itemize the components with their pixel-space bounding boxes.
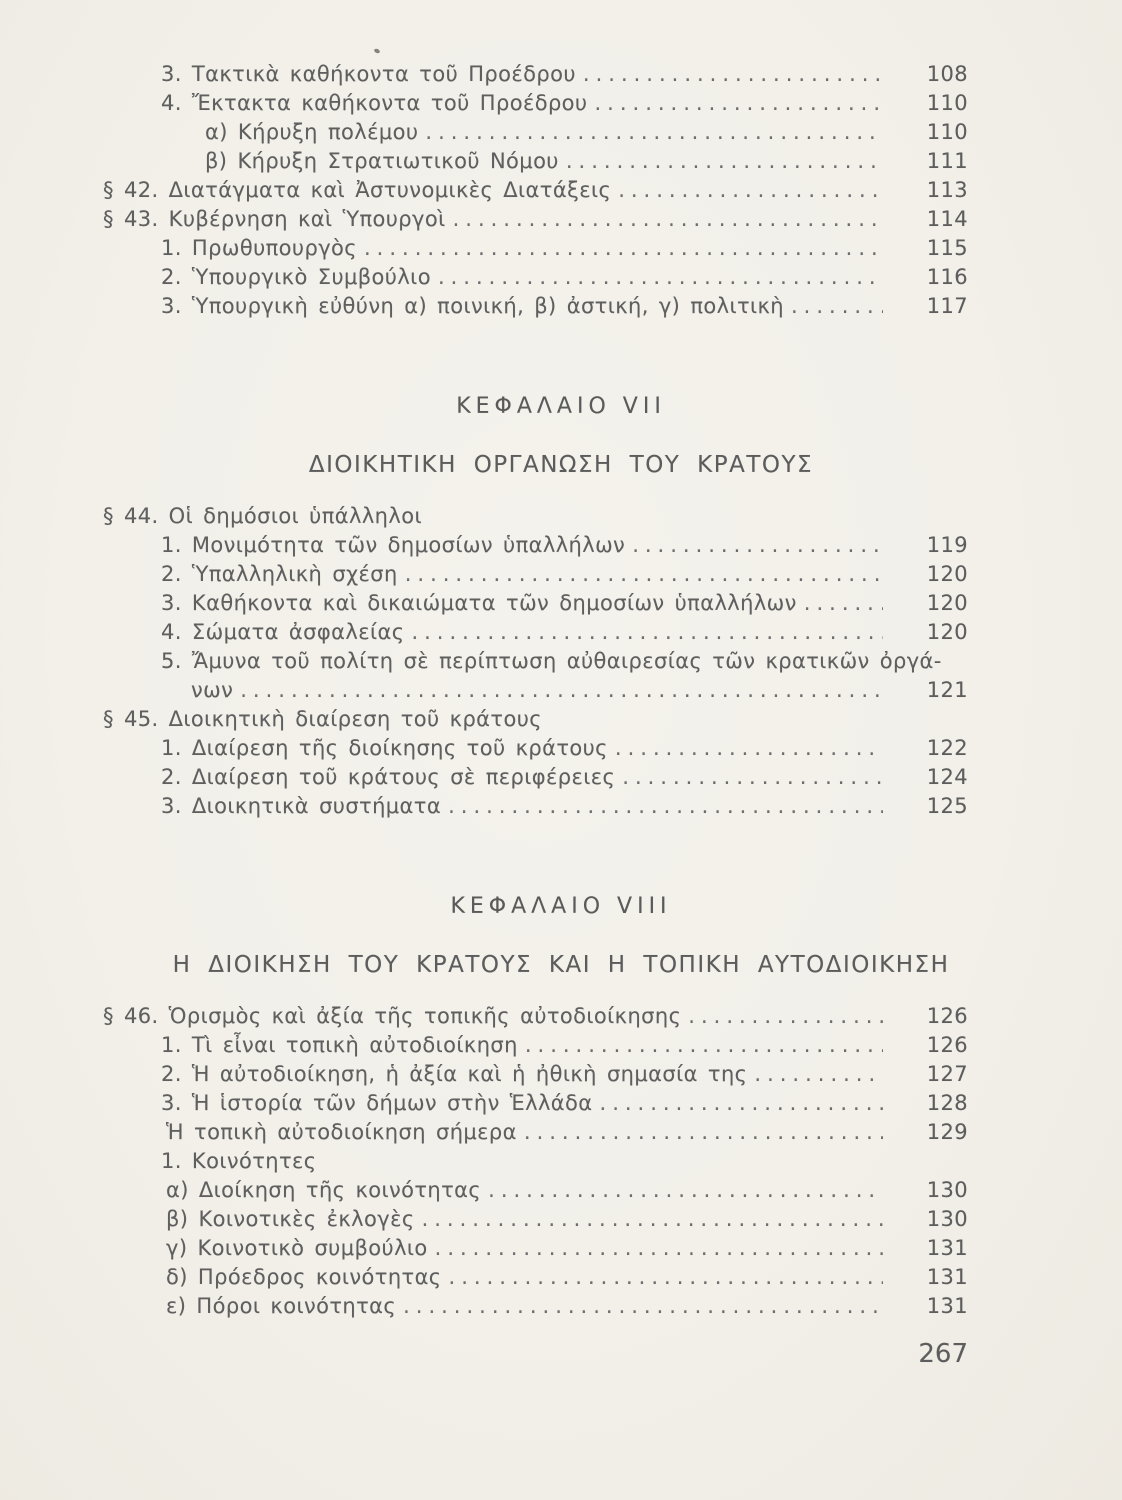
toc-entry (0, 147, 1122, 176)
toc-entry (0, 1234, 1122, 1263)
toc-entry (0, 1205, 1122, 1234)
entry-page-number: 110 (926, 120, 968, 144)
toc-entry (0, 1292, 1122, 1321)
toc-entry (0, 705, 1122, 734)
entry-page-number: 115 (926, 236, 968, 260)
toc-entry (0, 647, 1122, 676)
entry-label: § 45. Διοικητικὴ διαίρεση τοῦ κράτους (103, 707, 542, 731)
dot-leader (595, 89, 884, 118)
toc-entry (0, 589, 1122, 618)
toc-entry (0, 763, 1122, 792)
dot-leader (525, 1031, 883, 1060)
entry-page-number: 111 (926, 149, 968, 173)
dot-leader (632, 531, 883, 560)
entry-page-number: 122 (926, 736, 968, 760)
entry-page-number: 126 (926, 1033, 968, 1057)
entry-page-number: 131 (926, 1236, 968, 1260)
toc-entry (0, 118, 1122, 147)
toc-entry (0, 560, 1122, 589)
entry-page-number: 117 (926, 294, 968, 318)
entry-page-number: 110 (926, 91, 968, 115)
toc-entry (0, 205, 1122, 234)
chapter-heading: ΚΕΦΑΛΑΙΟ VIII (450, 894, 672, 919)
entry-label: 1. Τὶ εἶναι τοπικὴ αὐτοδιοίκηση (161, 1033, 518, 1057)
entry-page-number: 116 (926, 265, 968, 289)
entry-page-number: 130 (926, 1178, 968, 1202)
toc-entry (0, 531, 1122, 560)
dot-leader (618, 176, 883, 205)
dot-leader (453, 205, 883, 234)
dot-leader (524, 1118, 883, 1147)
entry-label: 2. Ὑπουργικὸ Συμβούλιο (161, 265, 431, 289)
dot-leader (488, 1176, 883, 1205)
entry-page-number: 124 (926, 765, 968, 789)
toc-entry (0, 234, 1122, 263)
entry-label: β) Κοινοτικὲς ἐκλογὲς (166, 1207, 415, 1231)
chapter-title: ΔΙΟΙΚΗΤΙΚΗ ΟΡΓΑΝΩΣΗ ΤΟΥ ΚΡΑΤΟΥΣ (308, 452, 814, 478)
toc-entry (0, 618, 1122, 647)
dot-leader (405, 560, 883, 589)
entry-label: § 42. Διατάγματα καὶ Ἀστυνομικὲς Διατάξεις (103, 178, 612, 202)
entry-label: § 46. Ὁρισμὸς καὶ ἀξία τῆς τοπικῆς αὐτοδιοίκησης (103, 1004, 682, 1028)
dot-leader (622, 763, 883, 792)
toc-entry (0, 1147, 1122, 1176)
chapter-title: Η ΔΙΟΙΚΗΣΗ ΤΟΥ ΚΡΑΤΟΥΣ ΚΑΙ Η ΤΟΠΙΚΗ ΑΥΤΟΔΙΟΙΚΗΣΗ (172, 952, 950, 978)
dot-leader (425, 118, 883, 147)
entry-label: 4. Σώματα ἀσφαλείας (161, 620, 405, 644)
dot-leader (804, 589, 883, 618)
dot-leader (411, 618, 883, 647)
entry-label: Ἡ τοπικὴ αὐτοδιοίκηση σήμερα (166, 1120, 517, 1144)
toc-entry (0, 1060, 1122, 1089)
dot-leader (448, 792, 883, 821)
dot-leader (403, 1292, 883, 1321)
toc-entry (0, 1031, 1122, 1060)
toc-entry (0, 89, 1122, 118)
dot-leader (438, 263, 883, 292)
dot-leader (754, 1060, 883, 1089)
dot-leader (615, 734, 883, 763)
entry-label: 4. Ἔκτακτα καθήκοντα τοῦ Προέδρου (161, 91, 588, 115)
dot-leader (566, 147, 883, 176)
entry-label: α) Διοίκηση τῆς κοινότητας (166, 1178, 482, 1202)
toc-entry (0, 263, 1122, 292)
entry-label: 5. Ἄμυνα τοῦ πολίτη σὲ περίπτωση αὐθαιρεσίας τῶν κρατικῶν ὀργά- (161, 649, 942, 673)
entry-page-number: 126 (926, 1004, 968, 1028)
entry-label: δ) Πρόεδρος κοινότητας (166, 1265, 442, 1289)
entry-label: § 44. Οἱ δημόσιοι ὑπάλληλοι (103, 504, 422, 528)
entry-label: 3. Καθήκοντα καὶ δικαιώματα τῶν δημοσίων ὑπαλλήλων (161, 591, 797, 615)
entry-page-number: 119 (926, 533, 968, 557)
entry-page-number: 129 (926, 1120, 968, 1144)
entry-label: 2. Ὑπαλληλικὴ σχέση (161, 562, 398, 586)
entry-label: β) Κήρυξη Στρατιωτικοῦ Νόμου (205, 149, 559, 173)
dot-leader (583, 60, 883, 89)
entry-page-number: 125 (926, 794, 968, 818)
entry-page-number: 113 (926, 178, 968, 202)
entry-label: 3. Τακτικὰ καθήκοντα τοῦ Προέδρου (161, 62, 576, 86)
dot-leader (364, 234, 883, 263)
entry-page-number: 108 (926, 62, 968, 86)
entry-label: 2. Ἡ αὐτοδιοίκηση, ἡ ἀξία καὶ ἡ ἠθικὴ σημασία της (161, 1062, 748, 1086)
entry-page-number: 120 (926, 591, 968, 615)
entry-label: 1. Διαίρεση τῆς διοίκησης τοῦ κράτους (161, 736, 608, 760)
entry-label: νων (191, 678, 234, 702)
entry-page-number: 120 (926, 620, 968, 644)
entry-page-number: 131 (926, 1294, 968, 1318)
dot-leader (240, 676, 883, 705)
dot-leader (422, 1205, 883, 1234)
dot-leader (600, 1089, 883, 1118)
entry-page-number: 131 (926, 1265, 968, 1289)
dot-leader (791, 292, 883, 321)
toc-entry (0, 792, 1122, 821)
folio-page-number: 267 (918, 1339, 968, 1369)
toc-entry (0, 60, 1122, 89)
toc-entry (0, 502, 1122, 531)
entry-label: 3. Διοικητικὰ συστήματα (161, 794, 442, 818)
toc-entry (0, 734, 1122, 763)
toc-entry (0, 1002, 1122, 1031)
dot-leader (688, 1002, 883, 1031)
toc-entry (0, 1118, 1122, 1147)
entry-label: 2. Διαίρεση τοῦ κράτους σὲ περιφέρειες (161, 765, 616, 789)
dot-leader (435, 1234, 883, 1263)
entry-label: 3. Ἡ ἱστορία τῶν δήμων στὴν Ἑλλάδα (161, 1091, 593, 1115)
entry-label: 1. Κοινότητες (161, 1149, 317, 1173)
entry-page-number: 120 (926, 562, 968, 586)
entry-page-number: 121 (926, 678, 968, 702)
toc-entry (0, 292, 1122, 321)
entry-label: 1. Μονιμότητα τῶν δημοσίων ὑπαλλήλων (161, 533, 626, 557)
entry-label: ε) Πόροι κοινότητας (166, 1294, 397, 1318)
entry-label: 1. Πρωθυπουργὸς (161, 236, 357, 260)
chapter-heading: ΚΕΦΑΛΑΙΟ VII (456, 394, 666, 419)
entry-label: γ) Κοινοτικὸ συμβούλιο (166, 1236, 428, 1260)
entry-page-number: 114 (926, 207, 968, 231)
entry-label: § 43. Κυβέρνηση καὶ Ὑπουργοὶ (103, 207, 446, 231)
toc-entry (0, 1263, 1122, 1292)
entry-page-number: 127 (926, 1062, 968, 1086)
toc-entry (0, 1176, 1122, 1205)
entry-page-number: 130 (926, 1207, 968, 1231)
toc-entry (0, 176, 1122, 205)
entry-label: α) Κήρυξη πολέμου (205, 120, 419, 144)
entry-label: 3. Ὑπουργικὴ εὐθύνη α) ποινική, β) ἀστική, γ) πολιτικὴ (161, 294, 784, 318)
toc-entry (0, 676, 1122, 705)
toc-entry (0, 1089, 1122, 1118)
dot-leader (449, 1263, 883, 1292)
entry-page-number: 128 (926, 1091, 968, 1115)
